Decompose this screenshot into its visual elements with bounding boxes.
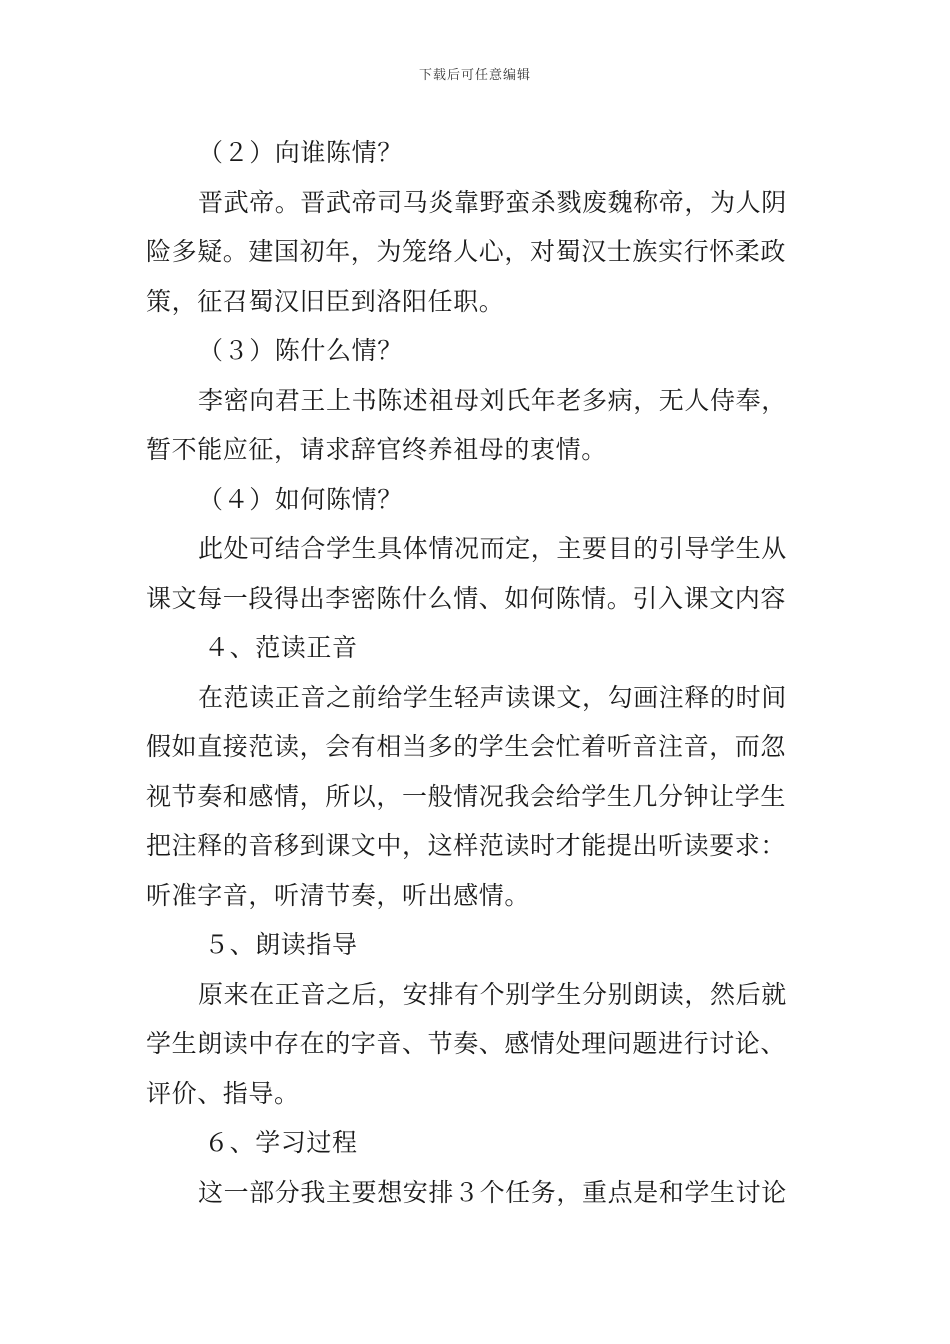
paragraph-line: 评价、指导。 <box>146 1078 300 1108</box>
page-header-note: 下载后可任意编辑 <box>418 68 531 83</box>
subheading-4: （４）如何陈情？ <box>198 484 403 514</box>
paragraph-line: 这一部分我主要想安排３个任务，重点是和学生讨论 <box>198 1177 787 1207</box>
paragraph-line: 假如直接范读，会有相当多的学生会忙着听音注音，而忽 <box>146 732 787 761</box>
paragraph-line: 策，征召蜀汉旧臣到洛阳任职。 <box>146 286 505 316</box>
section-heading-6: ６、学习过程 <box>204 1128 358 1157</box>
paragraph-line: 李密向君王上书陈述祖母刘氏年老多病，无人侍奉， <box>198 385 787 415</box>
paragraph-line: 学生朗读中存在的字音、节奏、感情处理问题进行讨论、 <box>146 1029 787 1058</box>
paragraph-line: 把注释的音移到课文中，这样范读时才能提出听读要求： <box>146 831 787 860</box>
paragraph-line: 原来在正音之后，安排有个别学生分别朗读，然后就 <box>198 979 787 1009</box>
paragraph-line: 听准字音，听清节奏，听出感情。 <box>146 880 531 910</box>
subheading-3: （３）陈什么情？ <box>198 336 403 365</box>
paragraph-line: 此处可结合学生具体情况而定，主要目的引导学生从 <box>198 534 787 563</box>
paragraph-line: 暂不能应征，请求辞官终养祖母的衷情。 <box>146 435 607 464</box>
subheading-2: （２）向谁陈情？ <box>198 138 403 167</box>
paragraph-line: 在范读正音之前给学生轻声读课文，勾画注释的时间 <box>198 682 787 712</box>
document-body <box>146 128 810 1217</box>
section-heading-4: ４、范读正音 <box>204 633 358 662</box>
paragraph-line: 视节奏和感情，所以，一般情况我会给学生几分钟让学生 <box>146 781 787 811</box>
paragraph-line: 课文每一段得出李密陈什么情、如何陈情。引入课文内容 <box>146 583 787 613</box>
paragraph-line: 晋武帝。晋武帝司马炎靠野蛮杀戮废魏称帝，为人阴 <box>198 187 787 217</box>
section-heading-5: ５、朗读指导 <box>204 930 358 959</box>
paragraph-line: 险多疑。建国初年，为笼络人心，对蜀汉士族实行怀柔政 <box>146 237 787 266</box>
